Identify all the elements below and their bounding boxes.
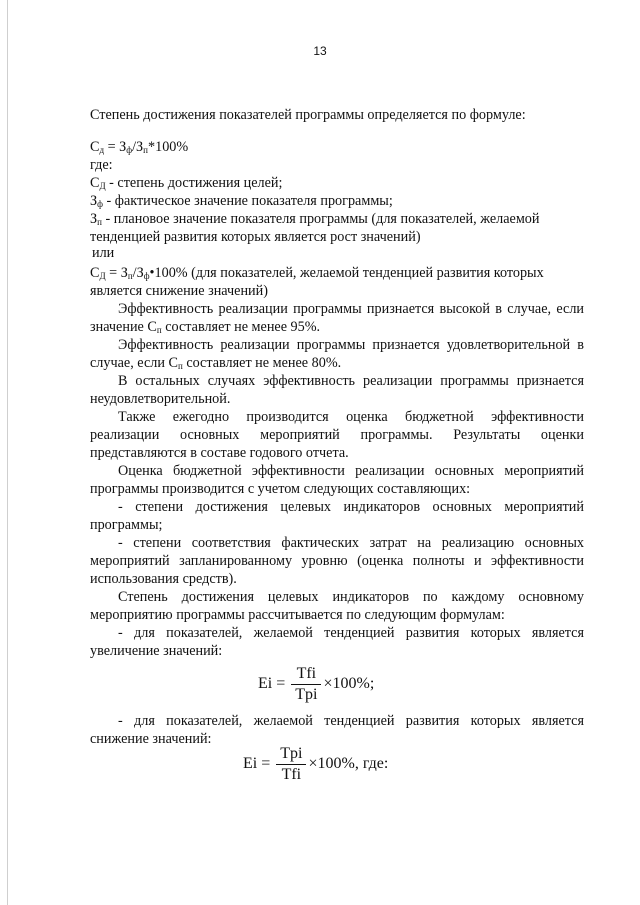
formula-2: $С_Д$ = $З_п/З_ф•100\%$ (для показателей, желаемой тенденцией развития которых	[90, 265, 544, 281]
page-number: 13	[313, 44, 327, 58]
list-item-2-cont-2: использования средств).	[90, 571, 237, 587]
para-budget-2: программы производится с учетом следующих составляющих:	[90, 481, 471, 497]
intro-line: Степень достижения показателей программы определяется по формуле:	[90, 107, 526, 123]
scan-edge-line	[7, 0, 8, 905]
eq1-denominator: Tpi	[295, 686, 318, 703]
para-sat-2: случае, если $С_п$ составляет не менее 80%.	[90, 355, 342, 371]
definition-zp-cont: тенденцией развития которых является рост значений)	[90, 229, 421, 245]
or-label: или	[92, 245, 115, 261]
definition-zp: $З_п$ - плановое значение показателя программы (для показателей, желаемой	[90, 211, 540, 227]
definition-sd: $С_Д$ - степень достижения целей;	[90, 175, 283, 191]
para-unsat-2: неудовлетворительной.	[90, 391, 231, 407]
list-item-3: - для показателей, желаемой тенденцией развития которых является	[118, 625, 584, 641]
list-item-2: - степени соответствия фактических затрат на реализацию основных	[118, 535, 584, 551]
para-degree-1: Степень достижения целевых индикаторов по каждому основному	[118, 589, 584, 605]
para-high-2: значение $С_п$ составляет не менее 95%.	[90, 319, 321, 335]
equation-increase	[258, 664, 374, 705]
para-unsat-1: В остальных случаях эффективность реализации программы признается	[118, 373, 584, 389]
list-item-2-cont: мероприятий запланированному уровню (оценка полноты и эффективности	[90, 553, 584, 569]
formula-1: $С_д = З_ф/З_п*100\%$	[90, 139, 189, 155]
para-degree-2: мероприятию программы рассчитывается по следующим формулам:	[90, 607, 505, 623]
eq2-lhs: Ei =	[243, 755, 271, 773]
eq2-fraction	[276, 744, 306, 785]
list-item-4-cont: снижение значений:	[90, 731, 212, 747]
where-label: где:	[90, 157, 113, 173]
equation-decrease	[243, 744, 388, 785]
list-item-1: - степени достижения целевых индикаторов основных мероприятий	[118, 499, 584, 515]
para-also-3: представляются в составе годового отчета.	[90, 445, 349, 461]
para-budget-1: Оценка бюджетной эффективности реализации основных мероприятий	[118, 463, 584, 479]
eq2-denominator: Tfi	[281, 766, 302, 783]
para-sat-1: Эффективность реализации программы признается удовлетворительной в	[118, 337, 584, 353]
para-high-1: Эффективность реализации программы признается высокой в случае, если	[118, 301, 584, 317]
list-item-1-cont: программы;	[90, 517, 163, 533]
eq1-fraction	[291, 664, 321, 705]
eq1-lhs: Ei =	[258, 675, 286, 693]
para-also-2: реализации основных мероприятий программы. Результаты оценки	[90, 427, 584, 443]
para-also-1: Также ежегодно производится оценка бюджетной эффективности	[118, 409, 584, 425]
list-item-3-cont: увеличение значений:	[90, 643, 223, 659]
list-item-4: - для показателей, желаемой тенденцией развития которых является	[118, 713, 584, 729]
formula-2-cont: является снижение значений)	[90, 283, 268, 299]
definition-zf: $З_ф$ - фактическое значение показателя программы;	[90, 193, 393, 209]
eq2-numerator: Tpi	[276, 744, 306, 765]
eq1-numerator: Tfi	[291, 664, 321, 685]
eq2-rhs: ×100%, где:	[308, 755, 389, 773]
eq1-rhs: ×100%;	[323, 675, 375, 693]
